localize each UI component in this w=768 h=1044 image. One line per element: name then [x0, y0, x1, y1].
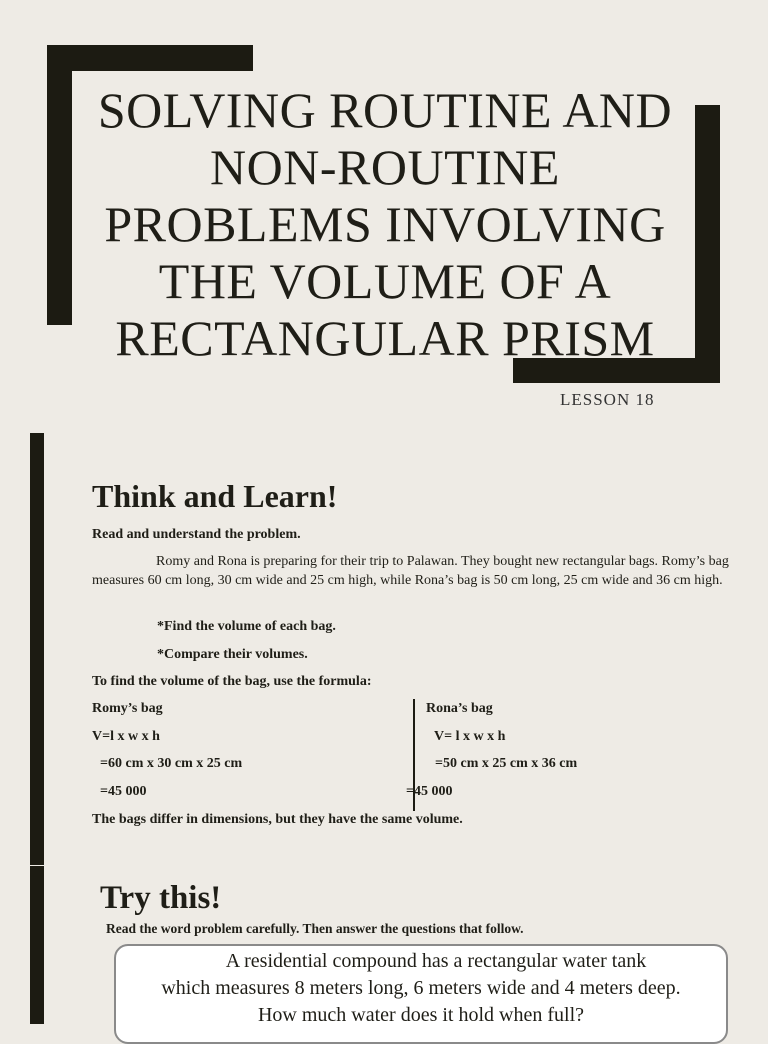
problem-line: which measures 8 meters long, 6 meters wide and 4 meters deep. — [161, 977, 681, 999]
think-and-learn-heading: Think and Learn! — [92, 478, 338, 514]
instruction-text: Read and understand the problem. — [92, 527, 301, 542]
rona-result: =45 000 — [406, 784, 453, 799]
task-find-volume: *Find the volume of each bag. — [157, 619, 336, 634]
problem-paragraph: Romy and Rona is preparing for their trip to Palawan. They bought new rectangular bags. Romy’s bag measures 60 cm long, 30 cm wide and 25 cm high, while Rona’s bag is 50 cm long, 25 cm wide and 36 cm high. — [92, 554, 729, 588]
task-compare: *Compare their volumes. — [157, 647, 308, 662]
formula-intro: To find the volume of the bag, use the formula: — [92, 674, 372, 689]
problem-line: A residential compound has a rectangular water tank — [225, 950, 647, 972]
problem-text — [92, 552, 752, 590]
rona-formula: V= l x w x h — [434, 729, 506, 744]
slide-accent-bar — [30, 866, 44, 1024]
title-line: SOLVING ROUTINE AND — [97, 82, 673, 138]
title-line: PROBLEMS INVOLVING — [104, 196, 666, 252]
title-line: NON-ROUTINE — [210, 139, 560, 195]
frame-bracket-top-left-horizontal — [47, 45, 253, 71]
romy-label: Romy’s bag — [92, 701, 163, 716]
slide-title — [60, 82, 710, 367]
problem-line: How much water does it hold when full? — [257, 1004, 585, 1026]
title-line: RECTANGULAR PRISM — [115, 310, 655, 366]
rona-substitution: =50 cm x 25 cm x 36 cm — [435, 756, 578, 771]
slide-accent-bar — [30, 433, 44, 865]
word-problem-box — [114, 944, 728, 1044]
romy-formula: V=l x w x h — [92, 729, 160, 744]
conclusion-text: The bags differ in dimensions, but they have the same volume. — [92, 812, 463, 827]
romy-substitution: =60 cm x 30 cm x 25 cm — [100, 756, 243, 771]
lesson-label: LESSON 18 — [560, 390, 655, 409]
title-line: THE VOLUME OF A — [158, 253, 612, 309]
try-this-heading: Try this! — [100, 880, 222, 916]
romy-result: =45 000 — [100, 784, 147, 799]
try-instruction: Read the word problem carefully. Then answer the questions that follow. — [106, 921, 524, 936]
rona-label: Rona’s bag — [426, 701, 493, 716]
